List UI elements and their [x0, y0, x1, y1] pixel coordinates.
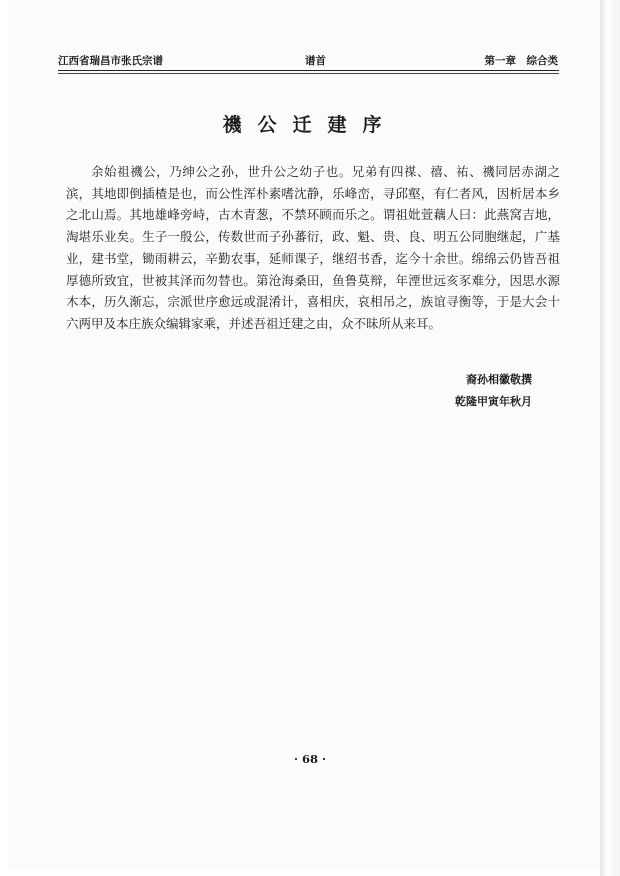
header-rule-thick	[58, 70, 559, 71]
page-title: 禨公迁建序	[222, 114, 398, 136]
body-paragraph: 余始祖禨公，乃绅公之孙，世升公之幼子也。兄弟有四禖、禧、祐、禨同居赤湖之滨，其地即倒插楂是也，而公性浑朴素嗜沈静，乐峰峦，寻邱壑，有仁者风，因析居本乡之北山焉。其地雄峰旁峙，古木青葱，不禁环顾而乐之。谓祖妣萱藕人曰：此燕窝吉地，淘堪乐业矣。生子一殷公，传数世而子孙蕃衍，政、魁、贵、良、明五公同胞继起，广基业，建书堂，锄雨耕云，辛勤农事，延师课子，继绍书香，迄今十余世。绵绵云仍皆吾祖厚德所致宜，世被其泽而勿替也。第沧海桑田，鱼鲁莫辩，年湮世远亥豕难分，因思水源木本，历久渐忘，宗派世序愈远或混淆计，喜相庆，哀相吊之，族谊寻衡等，于是大会十六两甲及本庄族众编辑家乘，并述吾祖迁建之由，众不昧所从来耳。	[66, 164, 560, 331]
header-section: 谱首	[305, 55, 326, 67]
header-rule-thin	[58, 73, 559, 74]
page-number: · 68 ·	[293, 752, 327, 766]
header-chapter: 第一章 综合类	[484, 55, 558, 67]
header-book-title: 江西省瑞昌市张氏宗谱	[58, 55, 163, 67]
running-header	[58, 53, 558, 69]
signature-author: 裔孙相徽敬撰	[466, 373, 532, 386]
signature-date: 乾隆甲寅年秋月	[455, 395, 532, 408]
